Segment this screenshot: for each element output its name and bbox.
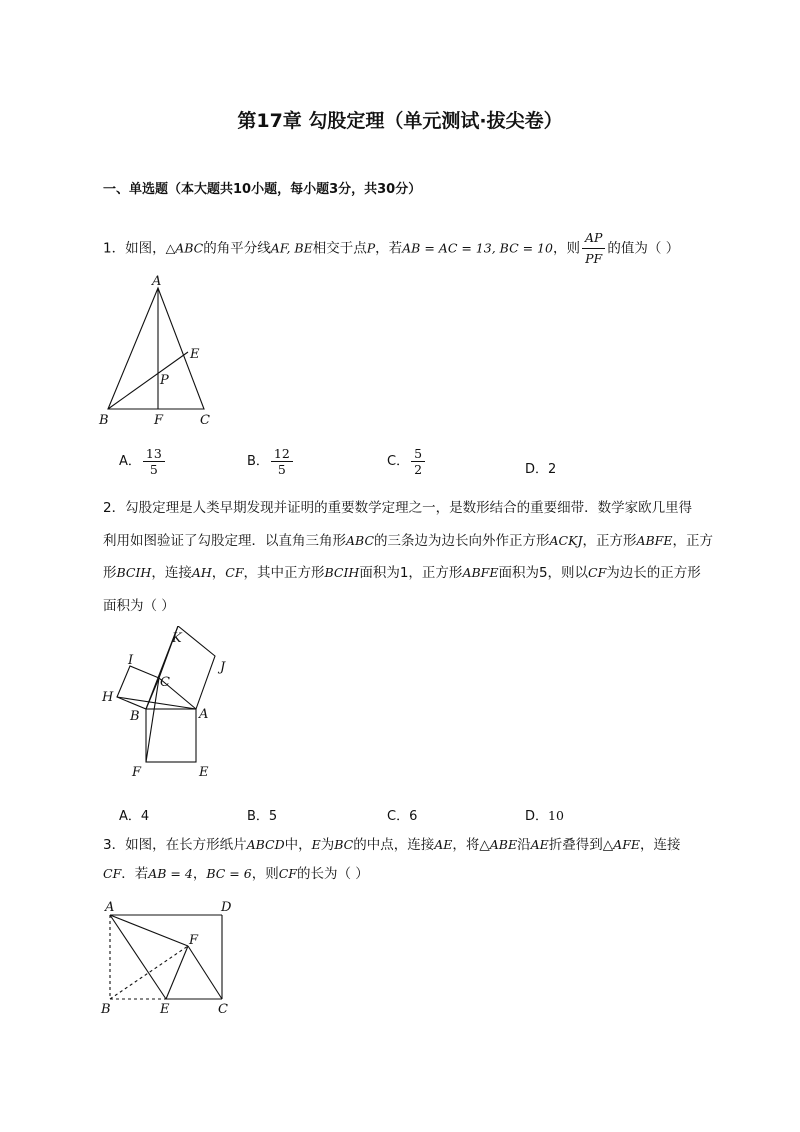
q1-option-c-num: 5	[411, 446, 425, 462]
q1-option-d-value: 2	[548, 462, 557, 477]
q1-triangle-figure	[96, 272, 226, 430]
q2-text-d: ，正方	[672, 533, 713, 549]
q3-label-f: F	[189, 933, 199, 948]
q3-text-f: 沿	[517, 837, 531, 853]
question-3-line-2	[103, 864, 369, 884]
q3-text-e: ，将△	[452, 837, 490, 853]
question-3-line-1	[103, 835, 681, 855]
q1-option-c	[387, 446, 427, 477]
q2-option-b	[247, 805, 277, 824]
q3-label-d: D	[221, 900, 232, 915]
q3-text-g: 折叠得到△	[548, 837, 614, 853]
q1-option-a-num: 13	[143, 446, 165, 462]
q1-option-b-frac	[271, 446, 293, 477]
q2-option-c	[387, 805, 417, 824]
q3-abcd: ABCD	[246, 837, 285, 852]
q3-text-i: ．若	[121, 866, 149, 882]
q2-abfe: ABFE	[636, 533, 673, 548]
q1-label-e: E	[190, 347, 200, 362]
q3-abe: ABE	[489, 837, 518, 852]
q3-rectangle-figure	[96, 898, 246, 1020]
q3-segment-ae	[110, 915, 166, 999]
q3-bc: BC	[334, 837, 354, 852]
q1-fraction-den: PF	[585, 251, 603, 266]
question-2-line-4: 面积为（ ）	[103, 598, 175, 614]
q2-label-c: C	[160, 675, 170, 690]
q1-fraction	[582, 228, 605, 269]
q1-option-c-letter: C．	[387, 454, 410, 469]
q2-abc: ABC	[346, 533, 375, 548]
q3-segment-bf-dashed	[110, 946, 188, 999]
q2-label-j: J	[220, 660, 226, 675]
q1-option-a-frac	[143, 446, 165, 477]
q2-label-k: K	[172, 631, 182, 646]
q2-text-j: 面积为5，则以	[498, 565, 589, 581]
q1-option-c-den: 2	[414, 462, 423, 477]
q2-bcih-2: BCIH	[324, 565, 360, 580]
q3-condition-bc: BC = 6	[206, 866, 252, 881]
q2-label-i: I	[128, 653, 134, 668]
q2-label-b: B	[130, 709, 140, 724]
question-2-line-3	[103, 563, 701, 583]
q3-segment-fc	[188, 946, 222, 999]
question-1-text	[103, 228, 679, 269]
q3-label-e: E	[160, 1002, 170, 1017]
q2-text-f: ，连接	[151, 565, 192, 581]
q2-option-a	[119, 805, 149, 824]
q3-ae-2: AE	[530, 837, 549, 852]
q2-text-c: ，正方形	[582, 533, 637, 549]
q2-segment-cf	[146, 678, 159, 762]
q1-label-a: A	[152, 274, 162, 289]
q1-text-2: 的角平分线	[203, 240, 271, 257]
q3-text-d: 的中点，连接	[353, 837, 435, 853]
q2-text-e: 形	[103, 565, 117, 581]
q1-option-b	[247, 446, 295, 477]
q2-option-b-letter: B．	[247, 809, 269, 824]
q1-option-d	[525, 458, 556, 477]
q1-option-c-frac	[411, 446, 425, 477]
q1-text-3: 相交于点	[312, 240, 367, 257]
q1-text-6: 的值为（ ）	[607, 240, 680, 257]
q3-text-c: 为	[320, 837, 335, 853]
question-2-line-1: 2．勾股定理是人类早期发现并证明的重要数学定理之一，是数形结合的重要细带．数学家欧几里得	[103, 500, 693, 516]
q1-lines: AF, BE	[270, 240, 313, 256]
q1-text-5: ，则	[552, 240, 580, 257]
q2-option-a-letter: A．	[119, 809, 141, 824]
q1-option-d-letter: D．	[525, 462, 549, 477]
q2-cf: CF	[225, 565, 244, 580]
section-heading: 一、单选题（本大题共10小题，每小题3分，共30分）	[103, 182, 422, 197]
q3-text-b: 中，	[284, 837, 312, 853]
q3-cf: CF	[103, 866, 122, 881]
q1-text-4: ，若	[375, 240, 403, 257]
q2-option-c-letter: C．	[387, 809, 410, 824]
q2-text-i: 面积为1，正方形	[359, 565, 463, 581]
q1-label-p: P	[160, 373, 169, 388]
q3-text-j: ，	[192, 866, 207, 882]
q3-label-a: A	[105, 900, 115, 915]
q2-cf-2: CF	[588, 565, 607, 580]
q3-text-h: ，连接	[640, 837, 681, 853]
q2-option-d-value: 10	[548, 808, 564, 823]
q3-text-k: ，则	[251, 866, 279, 882]
q1-label-c: C	[200, 413, 210, 428]
q1-fraction-num: AP	[582, 228, 605, 249]
q1-point: P	[366, 240, 376, 256]
question-2-line-2	[103, 531, 713, 551]
q3-cf-2: CF	[278, 866, 297, 881]
q3-text-a: 3．如图，在长方形纸片	[103, 837, 247, 853]
q2-option-d	[525, 805, 564, 824]
q2-label-e: E	[199, 765, 209, 780]
q2-text-k: 为边长的正方形	[606, 565, 701, 581]
q1-label-b: B	[99, 413, 109, 428]
q3-text-l: 的长为（ ）	[296, 866, 369, 882]
q1-label-f: F	[154, 413, 164, 428]
q2-option-d-letter: D．	[525, 809, 549, 824]
q1-option-a-den: 5	[149, 462, 158, 477]
q2-abfe-2: ABFE	[462, 565, 499, 580]
q2-option-c-value: 6	[409, 809, 418, 824]
q3-afe: AFE	[613, 837, 640, 852]
q1-option-b-letter: B．	[247, 454, 269, 469]
q2-label-f: F	[132, 765, 142, 780]
q2-text-b: 的三条边为边长向外作正方形	[374, 533, 550, 549]
q2-square-ackj	[159, 626, 215, 709]
q1-option-b-den: 5	[277, 462, 286, 477]
q1-triangle: △ABC	[165, 240, 204, 256]
q3-e: E	[311, 837, 321, 852]
q2-text-g: ，	[211, 565, 226, 581]
q2-bcih: BCIH	[116, 565, 152, 580]
q2-option-b-value: 5	[268, 809, 278, 824]
q2-pythagoras-figure	[98, 626, 244, 784]
q2-text-a: 利用如图验证了勾股定理．以直角三角形	[103, 533, 346, 549]
q2-label-a: A	[199, 707, 209, 722]
q1-option-a-letter: A．	[119, 454, 141, 469]
q1-option-a	[119, 446, 167, 477]
q2-text-h: ，其中正方形	[243, 565, 325, 581]
q2-option-a-value: 4	[140, 809, 150, 824]
q2-ackj: ACKJ	[549, 533, 583, 548]
q1-option-b-num: 12	[271, 446, 293, 462]
q3-condition-ab: AB = 4	[148, 866, 193, 881]
q2-label-h: H	[102, 690, 114, 705]
q1-condition: AB = AC = 13, BC = 10	[402, 240, 553, 256]
page-title: 第17章 勾股定理（单元测试·拔尖卷）	[237, 110, 563, 132]
q3-label-c: C	[218, 1002, 228, 1017]
q3-segment-af	[110, 915, 188, 946]
q1-text-1: 1．如图，	[103, 240, 166, 257]
q3-ae: AE	[434, 837, 453, 852]
q2-ah: AH	[191, 565, 212, 580]
q3-label-b: B	[101, 1002, 111, 1017]
